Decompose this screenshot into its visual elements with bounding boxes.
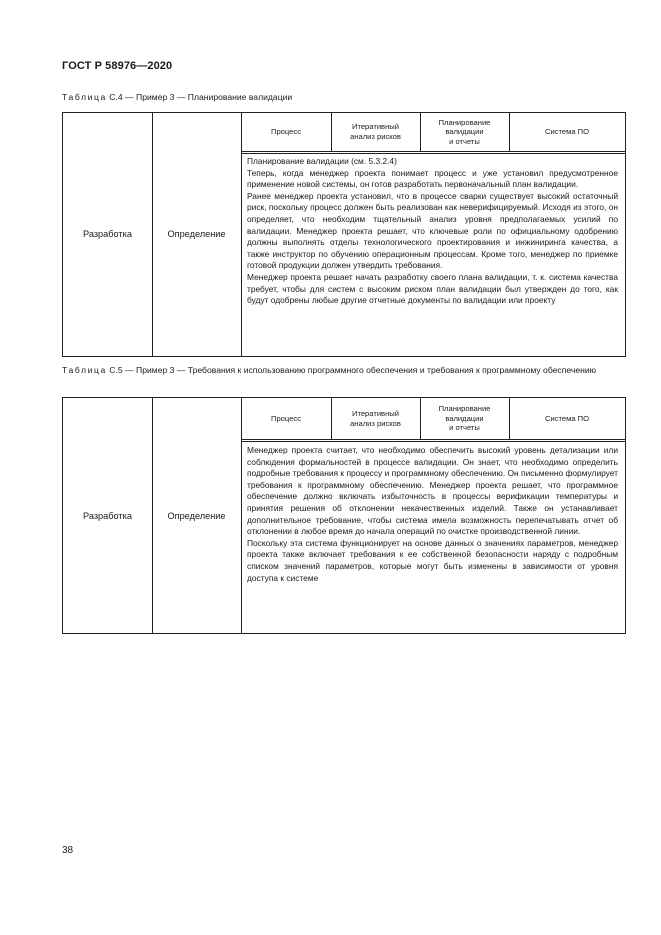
header-software-system: Система ПО (544, 413, 590, 423)
header-validation-planning: Планирование валидации и отчеты (438, 117, 491, 146)
header-underline (241, 151, 625, 152)
phase-cell: Определение (167, 229, 226, 239)
header-underline (241, 153, 625, 154)
caption-text: С.4 — Пример 3 — Планирование валидации (109, 92, 293, 102)
document-code: ГОСТ Р 58976—2020 (62, 60, 173, 72)
stage-cell: Разработка (83, 511, 132, 521)
paragraph: Планирование валидации (см. 5.3.2.4) (247, 156, 397, 166)
header-risk-analysis: Итеративный анализ рисков (350, 408, 401, 428)
phase-cell: Определение (167, 511, 226, 521)
caption-text: С.5 — Пример 3 — Требования к использованию программного обеспечения и требования к программному обеспечению (109, 365, 597, 375)
header-underline (241, 439, 625, 440)
paragraph: Теперь, когда менеджер проекта понимает процесс и уже установил предусмотренное применение новой системы, он готов разработать первоначальный план валидации. (247, 167, 618, 190)
stage-cell: Разработка (83, 229, 132, 239)
header-underline (241, 441, 625, 442)
table-c4 (62, 112, 626, 357)
header-process: Процесс (271, 127, 301, 137)
page-number: 38 (62, 845, 74, 856)
paragraph: Ранее менеджер проекта установил, что в процессе сварки существует высокий остаточный риск, поскольку процесс должен быть реализован как неверифицируемый. Исходя из этого, он определяет, что необходим тщательный анализ уровня предполагаемых усилий по валидации. Менеджер проекта решает, что ключевые роли по официальному одобрению должны выполнять отделы технологического проектирования и инжиниринга качества, а также инструктор по обучению операционным процессам. Кроме того, менеджер по приемке готовой продукции должен утвердить требования. (247, 190, 618, 271)
paragraph: Менеджер проекта считает, что необходимо обеспечить высокий уровень детализации или соблюдения формальностей в процессе валидации. Он знает, что необходимо определить подробные требования к процессу и программному обеспечению. Он письменно формулирует требования к программному обеспечению. Менеджер проекта решает, что программное обеспечение должно включать избыточность в процессы верификации температуры и принятия решения об отклонении некачественных изделий. Также он устанавливает дополнительное требование, чтобы система имела возможность перепечатывать отчет об отклонении в любое время до начала операций по очистке производственной линии. (247, 445, 618, 537)
header-risk-analysis: Итеративный анализ рисков (350, 122, 401, 141)
header-process: Процесс (271, 413, 301, 423)
paragraph: Менеджер проекта решает начать разработку своего плана валидации, т. к. система качества требует, чтобы для систем с высоким риском план валидации был утвержден до того, как будут одобрены любые другие отчетные документы по валидации или проекту (247, 271, 618, 306)
caption-label: Таблица (62, 365, 107, 375)
header-validation-planning: Планирование валидации и отчеты (438, 404, 491, 433)
table-c4-caption (62, 92, 292, 103)
caption-label: Таблица (62, 92, 107, 102)
paragraph: Поскольку эта система функционирует на основе данных о значениях параметров, менеджер проекта также включает требования к ее собственной безопасности наряду с подробным списком значений параметров, которые могут быть изменены в зависимости от уровня доступа к системе (247, 537, 618, 583)
header-software-system: Система ПО (544, 127, 590, 137)
table-c5 (62, 397, 626, 634)
description-cell (247, 156, 618, 307)
table-c5-caption (62, 365, 637, 376)
description-cell (247, 445, 618, 584)
